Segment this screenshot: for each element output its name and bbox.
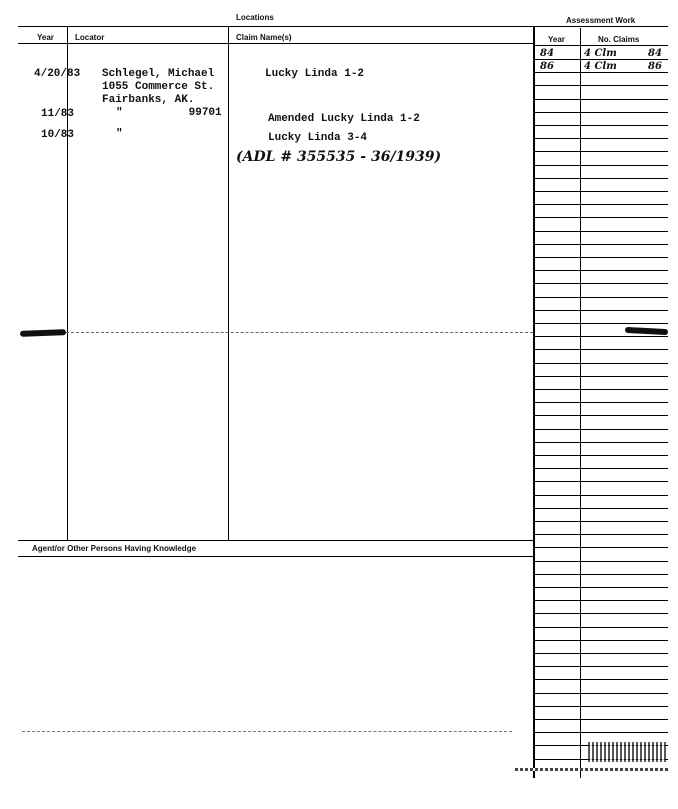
entry-1-locator-line-3: Fairbanks, AK.: [102, 94, 195, 106]
entry-2-year: 11/83: [41, 108, 75, 120]
assessment-row-line: [535, 613, 668, 614]
assessment-row-line: [535, 231, 668, 232]
assessment-row-line: [535, 534, 668, 535]
agent-section-rule: [18, 556, 533, 557]
assessment-row-line: [535, 455, 668, 456]
assessment-row-line: [535, 442, 668, 443]
assessment-row-line: [535, 191, 668, 192]
entry-1-claim: Lucky Linda 1-2: [265, 68, 365, 80]
assessment-row-line: [535, 495, 668, 496]
assessment-row-line: [535, 732, 668, 733]
assessment-row-line: [535, 257, 668, 258]
assessment-row-line: [535, 112, 668, 113]
divider-year-locator: [67, 26, 68, 541]
assessment-row-line: [535, 547, 668, 548]
assessment-row-line: [535, 653, 668, 654]
assessment-row-line: [535, 178, 668, 179]
assessment-row-line: [535, 125, 668, 126]
assessment-row-line: [535, 679, 668, 680]
assessment-row-line: [535, 165, 668, 166]
entry-2-locator: " 99701: [116, 107, 222, 119]
assessment-row-line: [535, 270, 668, 271]
assessment-row-line: [535, 574, 668, 575]
aw-row-2-year: 86: [540, 61, 554, 72]
assessment-row-line: [535, 640, 668, 641]
top-rule-left: [18, 26, 533, 27]
assessment-row-line: [535, 244, 668, 245]
divider-locator-claim: [228, 26, 229, 541]
assessment-row-line: [535, 719, 668, 720]
entry-3-locator: ": [116, 128, 123, 140]
scan-mark-right: [625, 327, 668, 335]
scan-noise-bottom-right: [588, 742, 666, 762]
assessment-row-line: [535, 297, 668, 298]
entry-2-claim: Amended Lucky Linda 1-2: [268, 113, 420, 125]
assessment-row-line: [535, 323, 668, 324]
aw-year-header: Year: [548, 35, 565, 44]
aw-row-1-year-2: 84: [648, 48, 662, 59]
entry-1-locator-line-2: 1055 Commerce St.: [102, 81, 215, 93]
assessment-row-line: [535, 85, 668, 86]
entry-1-locator-line-1: Schlegel, Michael: [102, 68, 215, 80]
column-header-rule: [18, 43, 533, 44]
col-year-header: Year: [37, 33, 54, 42]
assessment-row-line: [535, 402, 668, 403]
entry-3-claim: Lucky Linda 3-4: [268, 132, 368, 144]
assessment-row-line: [535, 415, 668, 416]
assessment-row-line: [535, 389, 668, 390]
assessment-row-line: [535, 349, 668, 350]
assessment-row-line: [535, 666, 668, 667]
assessment-row-line: [535, 99, 668, 100]
locations-bottom-rule: [18, 540, 533, 541]
assessment-row-line: [535, 587, 668, 588]
assessment-row-line: [535, 429, 668, 430]
aw-row-1-claims: 4 Clm: [584, 48, 617, 59]
aw-row-2-claims: 4 Clm: [584, 61, 617, 72]
assessment-row-line: [535, 72, 668, 73]
entry-1-year: 4/20/83: [34, 68, 81, 80]
scan-mark-left: [20, 329, 66, 337]
assessment-row-line: [535, 336, 668, 337]
assessment-row-line: [535, 600, 668, 601]
assessment-row-line: [535, 217, 668, 218]
assessment-row-line: [535, 376, 668, 377]
assessment-row-line: [535, 693, 668, 694]
assessment-row-line: [535, 481, 668, 482]
col-claim-names-header: Claim Name(s): [236, 33, 292, 42]
entry-3-year: 10/83: [41, 129, 75, 141]
assessment-row-line: [535, 204, 668, 205]
col-locator-header: Locator: [75, 33, 105, 42]
scan-noise-bottom-strip: [515, 768, 668, 771]
handwritten-adl-note: (ADL # 355535 - 36/1939): [236, 149, 442, 165]
locations-header: Locations: [236, 13, 274, 22]
top-rule-right: [533, 26, 668, 27]
assessment-row-line: [535, 561, 668, 562]
aw-no-claims-header: No. Claims: [598, 35, 640, 44]
assessment-row-line: [535, 521, 668, 522]
aw-row-1-year: 84: [540, 48, 554, 59]
aw-header-rule: [533, 45, 668, 46]
assessment-row-line: [535, 508, 668, 509]
assessment-row-line: [535, 59, 668, 60]
assessment-row-line: [535, 363, 668, 364]
dashed-fold-line-lower: [22, 731, 512, 732]
assessment-row-line: [535, 468, 668, 469]
agent-section-title: Agent/or Other Persons Having Knowledge: [32, 544, 197, 553]
aw-row-2-year-2: 86: [648, 61, 662, 72]
assessment-work-header: Assessment Work: [566, 16, 636, 25]
assessment-row-line: [535, 151, 668, 152]
dashed-fold-line: [66, 332, 533, 333]
assessment-row-line: [535, 138, 668, 139]
assessment-row-line: [535, 627, 668, 628]
assessment-row-line: [535, 706, 668, 707]
assessment-row-line: [535, 283, 668, 284]
assessment-row-line: [535, 310, 668, 311]
